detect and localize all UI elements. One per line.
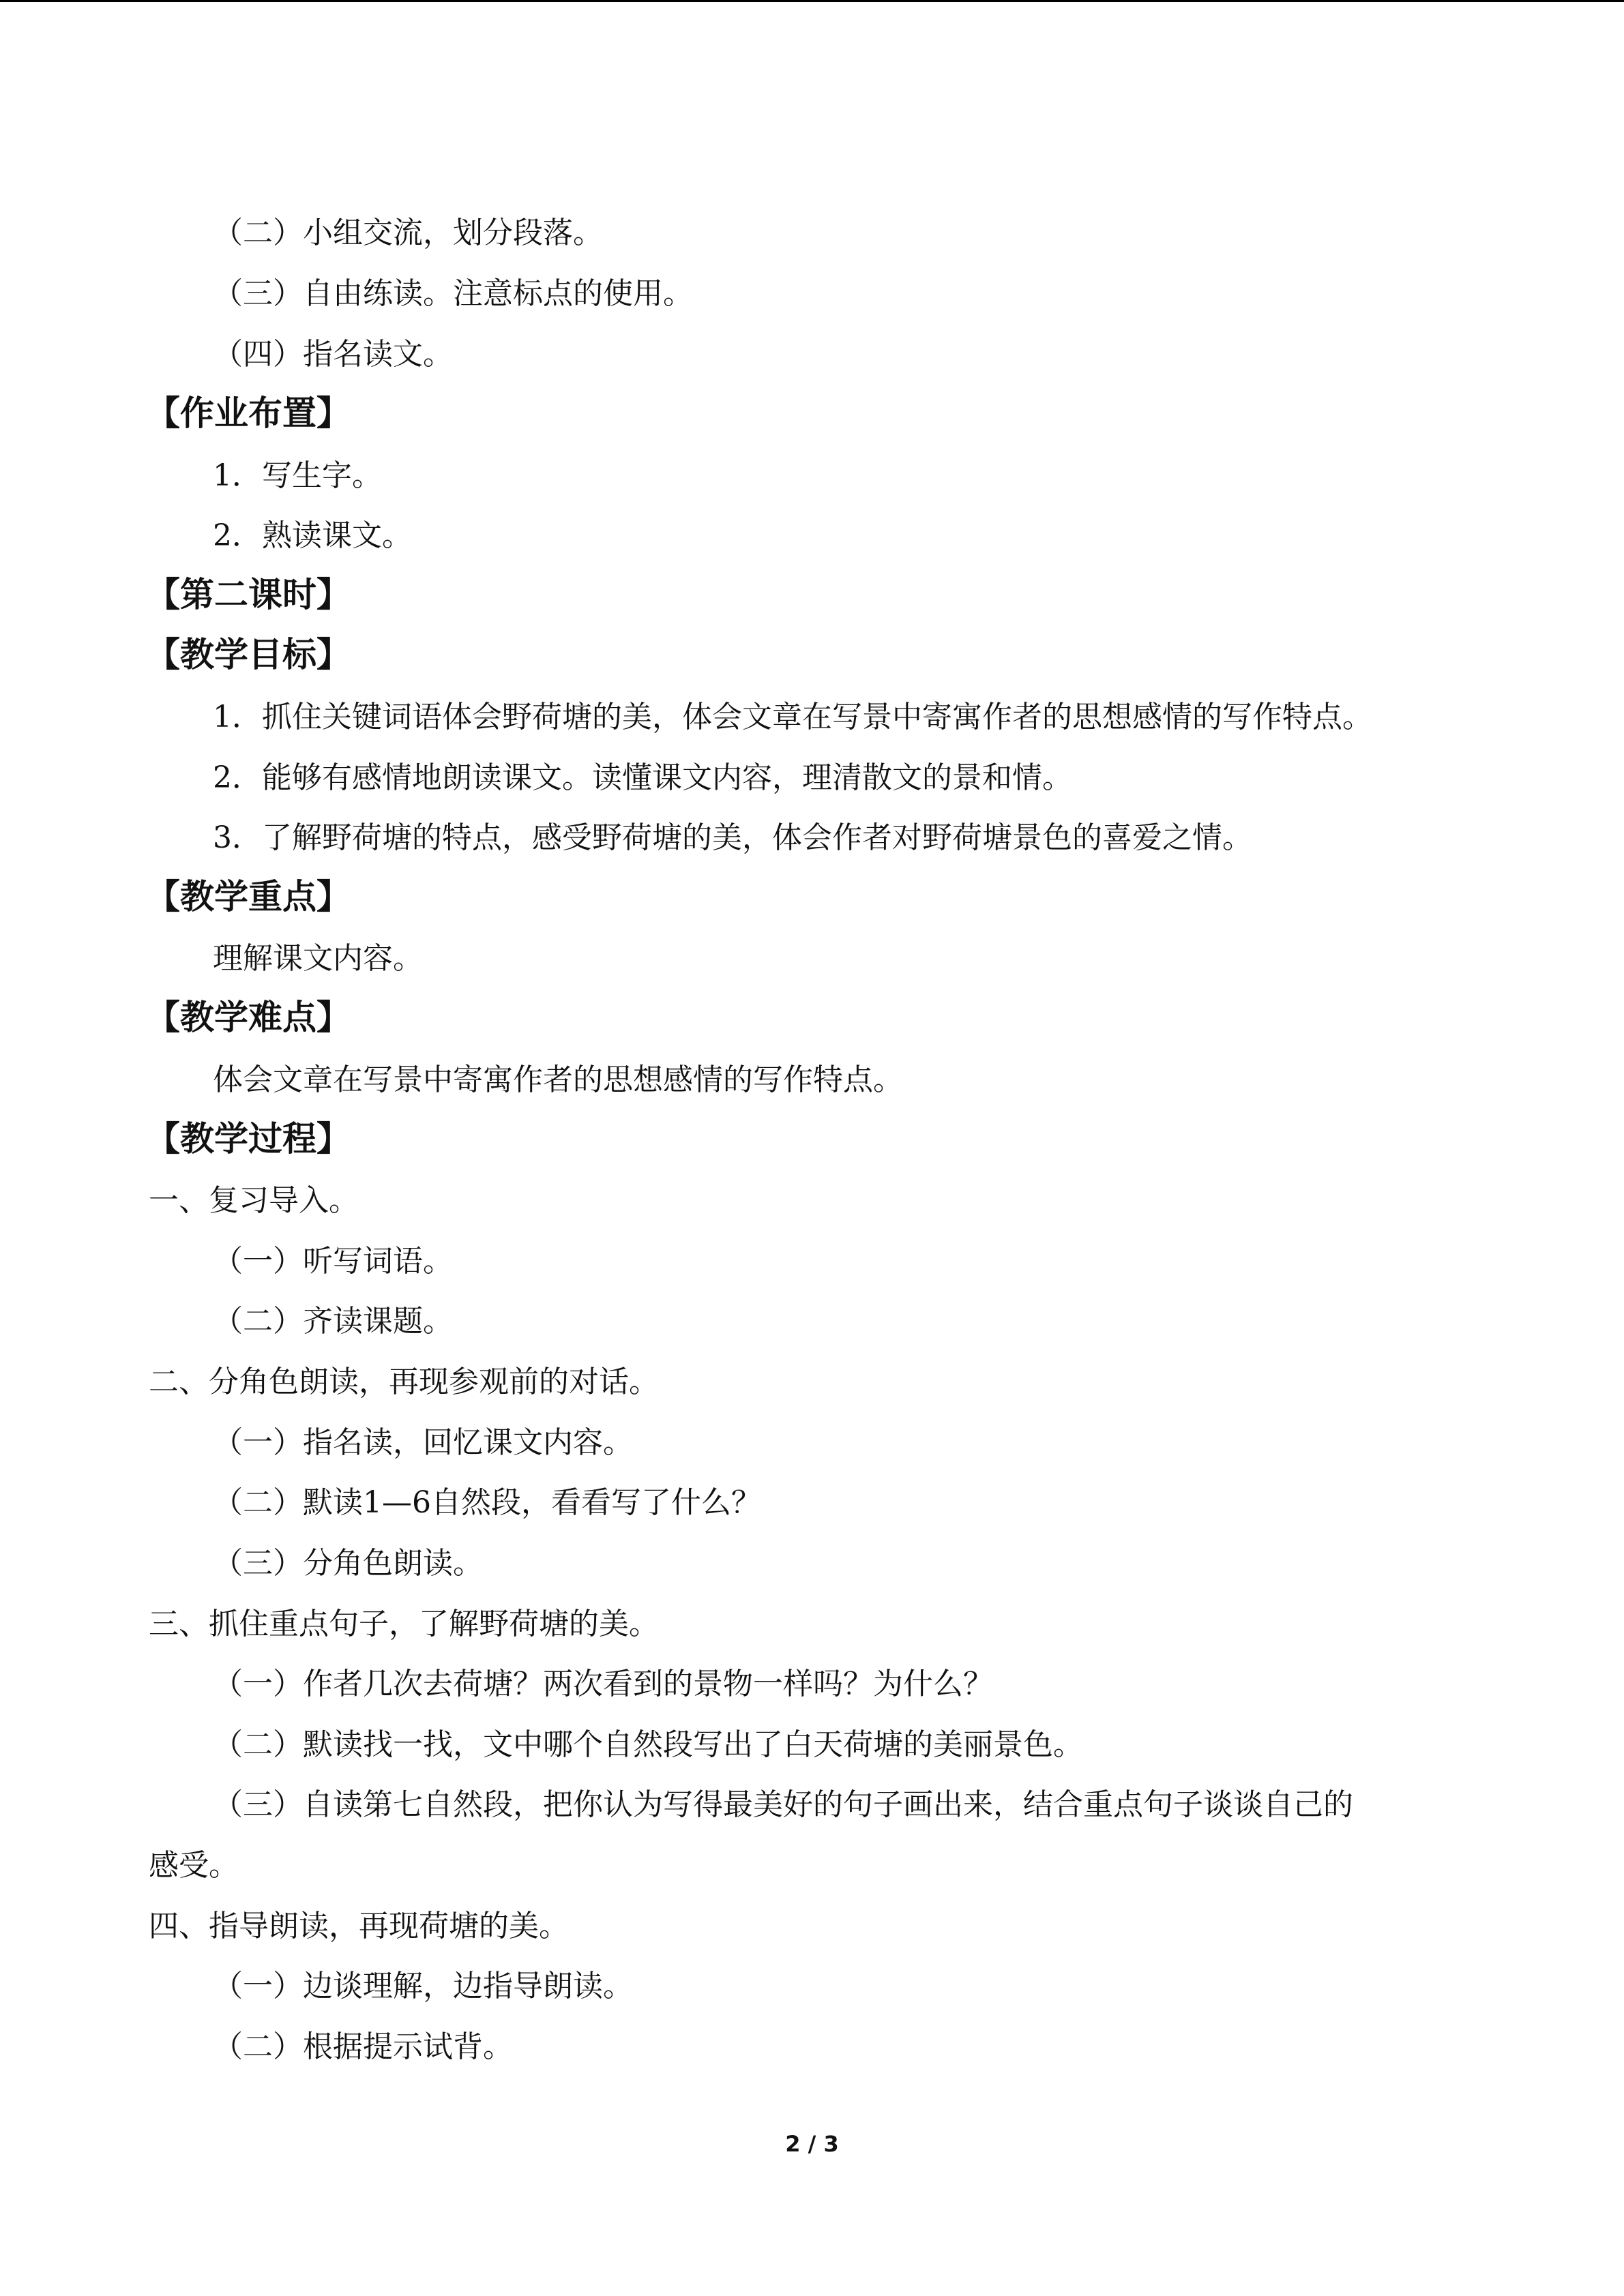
text-line: （三）分角色朗读。 [213,1546,483,1581]
section-heading: 【教学过程】 [146,1119,351,1159]
text-line: 1．抓住关键词语体会野荷塘的美，体会文章在写景中寄寓作者的思想感情的写作特点。 [213,700,1372,734]
text-line: （三）自由练读。注意标点的使用。 [213,276,693,311]
text-line: （一）指名读，回忆课文内容。 [213,1425,633,1460]
text-line: （二）根据提示试背。 [213,2029,513,2064]
section-heading: 【教学重点】 [146,877,351,916]
section-heading: 【作业布置】 [146,393,351,433]
text-line: 理解课文内容。 [213,941,423,976]
text-line: （三）自读第七自然段，把你认为写得最美好的句子画出来，结合重点句子谈谈自己的 [213,1787,1353,1822]
text-line: 感受。 [149,1848,239,1883]
text-line: （一）边谈理解，边指导朗读。 [213,1969,633,2003]
text-line: 2．能够有感情地朗读课文。读懂课文内容，理清散文的景和情。 [213,760,1072,795]
text-line: （二）齐读课题。 [213,1304,453,1339]
section-heading: 【教学目标】 [146,635,351,674]
text-line: （二）默读1—6自然段，看看写了什么？ [213,1485,761,1520]
text-line: 3．了解野荷塘的特点，感受野荷塘的美，体会作者对野荷塘景色的喜爱之情。 [213,820,1252,855]
page-top-border [0,0,1624,2]
text-line: （一）作者几次去荷塘？两次看到的景物一样吗？为什么？ [213,1667,993,1701]
text-line: 四、指导朗读，再现荷塘的美。 [149,1909,569,1943]
text-line: （二）默读找一找，文中哪个自然段写出了白天荷塘的美丽景色。 [213,1727,1083,1762]
text-line: （二）小组交流，划分段落。 [213,215,603,250]
text-line: 一、复习导入。 [149,1183,359,1218]
text-line: （四）指名读文。 [213,337,453,372]
page-number: 2 / 3 [785,2131,839,2157]
text-line: 体会文章在写景中寄寓作者的思想感情的写作特点。 [213,1062,903,1097]
text-line: 1．写生字。 [213,458,382,493]
section-heading: 【第二课时】 [146,575,351,614]
text-line: 二、分角色朗读，再现参观前的对话。 [149,1365,659,1399]
section-heading: 【教学难点】 [146,998,351,1037]
text-line: （一）听写词语。 [213,1244,453,1279]
text-line: 三、抓住重点句子，了解野荷塘的美。 [149,1607,659,1641]
text-line: 2．熟读课文。 [213,518,412,553]
